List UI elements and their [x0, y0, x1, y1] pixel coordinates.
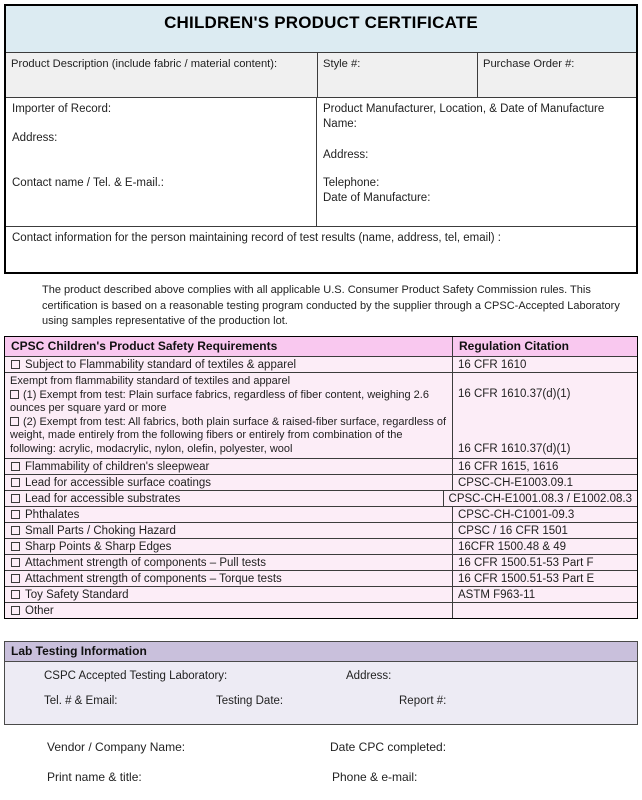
exemption-row	[5, 372, 637, 458]
citation: 16CFR 1500.48 & 49	[458, 540, 567, 553]
requirement-row	[5, 602, 637, 618]
testing-date-label: Testing Date:	[216, 695, 284, 707]
page-title: CHILDREN'S PRODUCT CERTIFICATE	[164, 13, 478, 32]
requirement-label: Flammability of children's sleepwear	[25, 460, 210, 473]
lab-tel-email-label: Tel. # & Email:	[44, 695, 118, 707]
requirement-row	[5, 554, 637, 570]
requirement-label: Attachment strength of components – Pull tests	[25, 556, 266, 569]
citation: ASTM F963-11	[458, 588, 536, 601]
title-bar	[6, 6, 636, 53]
lab-testing-header: Lab Testing Information	[5, 642, 637, 662]
lab-testing-section	[4, 641, 638, 725]
product-description-label: Product Description (include fabric / material content):	[11, 58, 278, 70]
citation-column-header: Regulation Citation	[459, 339, 569, 353]
purchase-order-label: Purchase Order #:	[483, 58, 575, 70]
manufacture-date-label: Date of Manufacture:	[323, 192, 431, 204]
citation: 16 CFR 1610.37(d)(1)	[458, 443, 571, 455]
requirement-row	[5, 506, 637, 522]
checkbox[interactable]	[10, 390, 19, 399]
requirement-row	[5, 474, 637, 490]
importer-field[interactable]	[6, 98, 317, 226]
requirement-row	[5, 490, 637, 506]
requirement-label: Small Parts / Choking Hazard	[25, 524, 176, 537]
checkbox[interactable]	[11, 360, 20, 369]
purchase-order-field[interactable]	[477, 53, 636, 97]
checkbox[interactable]	[11, 574, 20, 583]
style-number-label: Style #:	[323, 58, 361, 70]
citation: CPSC-CH-E1003.09.1	[458, 476, 574, 489]
citation: 16 CFR 1500.51-53 Part F	[458, 556, 594, 569]
requirement-label: Sharp Points & Sharp Edges	[25, 540, 172, 553]
requirements-table-header	[5, 337, 637, 356]
exemption-intro: Exempt from flammability standard of textiles and apparel	[10, 375, 291, 387]
description-row	[6, 53, 636, 98]
checkbox[interactable]	[11, 494, 20, 503]
citation: CPSC-CH-C1001-09.3	[458, 508, 575, 521]
checkbox[interactable]	[11, 478, 20, 487]
manufacturer-title: Product Manufacturer, Location, & Date of Manufacture	[323, 103, 605, 115]
phone-email-label: Phone & e-mail:	[332, 770, 418, 784]
requirement-row	[5, 538, 637, 554]
requirements-rows	[5, 356, 637, 618]
requirement-row	[5, 570, 637, 586]
exemption-item: (1) Exempt from test: Plain surface fabrics, regardless of fiber content, weighing 2.6 ounces per square yard or more	[10, 388, 429, 414]
lab-testing-body[interactable]	[5, 662, 637, 724]
citation: CPSC-CH-E1001.08.3 / E1002.08.3	[448, 492, 632, 505]
requirement-label: Lead for accessible surface coatings	[25, 476, 212, 489]
requirement-row	[5, 356, 637, 372]
citation: 16 CFR 1500.51-53 Part E	[458, 572, 595, 585]
exemption-item: (2) Exempt from test: All fabrics, both plain surface & raised-fiber surface, regardless of weight, made entirely from the following fibers or entirely from combination of the following: acrylic, modacrylic, nylon, olefin, polyester, wool	[10, 415, 447, 455]
importer-address-label: Address:	[12, 132, 58, 144]
checkbox[interactable]	[11, 558, 20, 567]
citation	[453, 603, 637, 618]
citation: 16 CFR 1610	[458, 358, 527, 371]
requirement-label: Toy Safety Standard	[25, 588, 129, 601]
requirement-label: Phthalates	[25, 508, 80, 521]
vendor-name-label: Vendor / Company Name:	[47, 740, 186, 754]
testing-laboratory-label: CSPC Accepted Testing Laboratory:	[44, 670, 228, 682]
product-description-field[interactable]	[6, 53, 317, 97]
requirement-row	[5, 458, 637, 474]
checkbox[interactable]	[11, 526, 20, 535]
checkbox[interactable]	[11, 606, 20, 615]
manufacturer-address-label: Address:	[323, 149, 369, 161]
manufacturer-name-label: Name:	[323, 118, 357, 130]
checkbox[interactable]	[11, 510, 20, 519]
importer-title: Importer of Record:	[12, 103, 112, 115]
citation: 16 CFR 1615, 1616	[458, 460, 559, 473]
checkbox[interactable]	[11, 462, 20, 471]
requirements-table	[4, 336, 638, 619]
print-name-title-label: Print name & title:	[47, 770, 142, 784]
checkbox[interactable]	[10, 417, 19, 426]
checkbox[interactable]	[11, 542, 20, 551]
records-contact-field[interactable]	[6, 227, 636, 272]
citation: 16 CFR 1610.37(d)(1)	[458, 388, 571, 400]
date-cpc-completed-label: Date CPC completed:	[330, 740, 447, 754]
requirement-label: Other	[25, 604, 54, 617]
report-number-label: Report #:	[399, 695, 447, 707]
checkbox[interactable]	[11, 590, 20, 599]
parties-row	[6, 98, 636, 227]
product-info-table	[4, 4, 638, 274]
requirement-label: Attachment strength of components – Torque tests	[25, 572, 282, 585]
requirement-label: Subject to Flammability standard of textiles & apparel	[25, 358, 297, 371]
importer-contact-label: Contact name / Tel. & E-mail.:	[12, 177, 164, 189]
manufacturer-field[interactable]	[317, 98, 636, 226]
style-number-field[interactable]	[317, 53, 477, 97]
citation: CPSC / 16 CFR 1501	[458, 524, 568, 537]
manufacturer-telephone-label: Telephone:	[323, 177, 380, 189]
requirement-row	[5, 586, 637, 602]
requirement-row	[5, 522, 637, 538]
lab-address-label: Address:	[346, 670, 392, 682]
requirements-column-header: CPSC Children's Product Safety Requirements	[5, 337, 453, 356]
compliance-statement: The product described above complies with all applicable U.S. Consumer Product Safety Commission rules. This certification is based on a reasonable testing program conducted by the supplier through a CPSC-Accepted Laboratory using samples representative of the production lot.	[42, 284, 620, 328]
records-contact-label: Contact information for the person maintaining record of test results (name, address, tel, email) :	[12, 232, 501, 244]
requirement-label: Lead for accessible substrates	[25, 492, 181, 505]
